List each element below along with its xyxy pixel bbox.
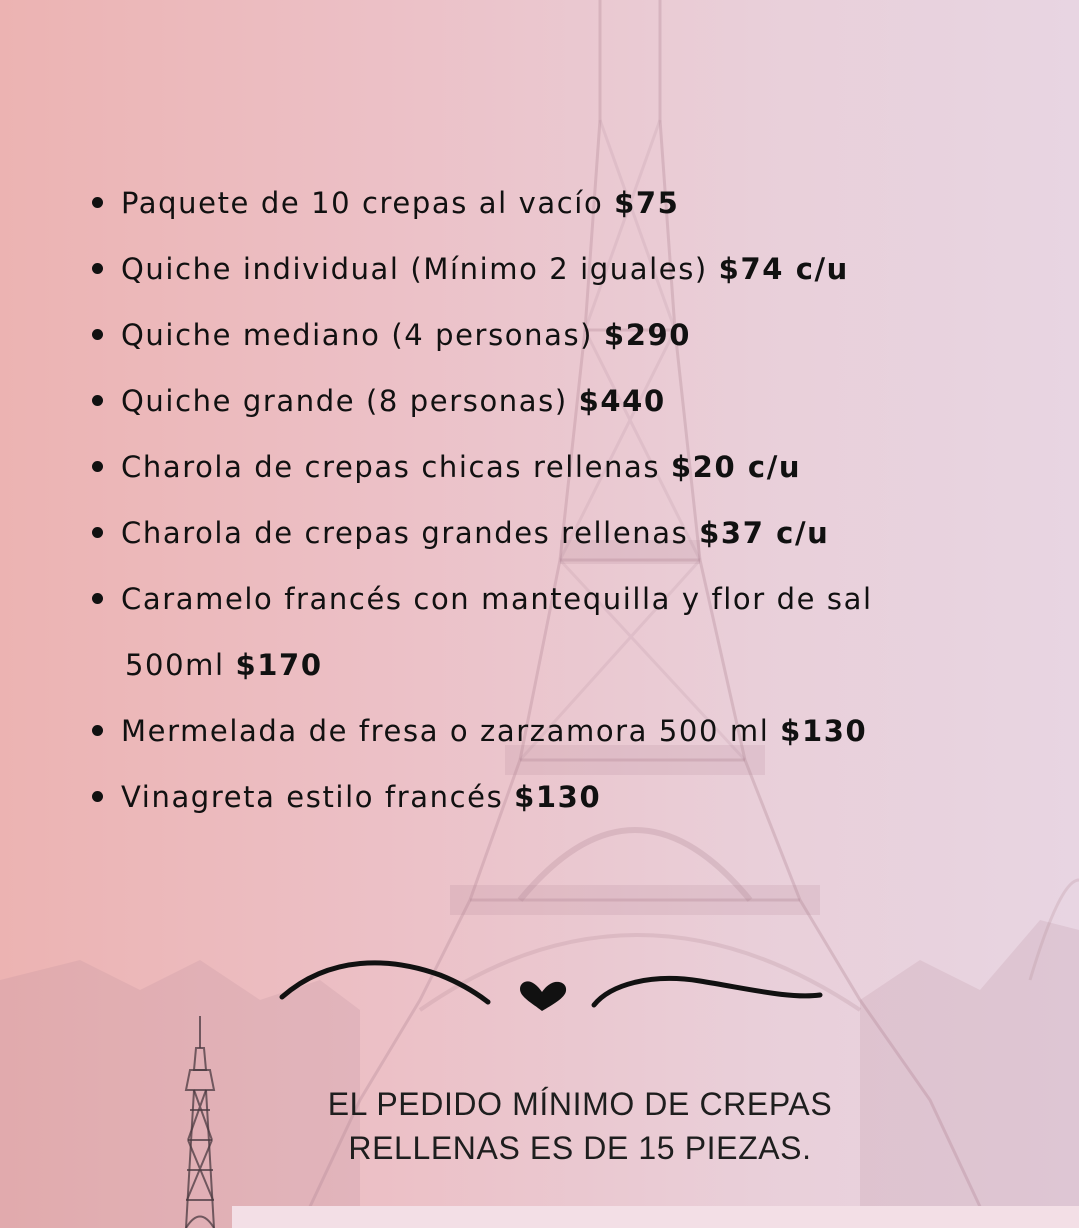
- item-price: $20 c/u: [670, 450, 802, 484]
- item-price: $170: [235, 648, 323, 682]
- list-item: [88, 236, 1008, 302]
- item-name: Quiche mediano (4 personas): [121, 318, 604, 352]
- item-name: Charola de crepas chicas rellenas: [121, 450, 671, 484]
- item-size: 500ml: [125, 648, 236, 682]
- product-price-list: [88, 170, 1008, 830]
- bullet-icon: [92, 725, 103, 736]
- item-price: $440: [578, 384, 666, 418]
- list-item: [88, 698, 1008, 764]
- bullet-icon: [92, 263, 103, 274]
- bullet-icon: [92, 395, 103, 406]
- list-item: [88, 434, 1008, 500]
- bullet-icon: [92, 527, 103, 538]
- item-price: $37 c/u: [699, 516, 830, 550]
- notice-line-2: RELLENAS ES DE 15 PIEZAS.: [348, 1130, 812, 1166]
- small-tower-icon: [186, 1016, 214, 1228]
- list-item: [88, 302, 1008, 368]
- item-name: Caramelo francés con mantequilla y flor de sal: [121, 582, 873, 616]
- bullet-icon: [92, 329, 103, 340]
- item-name: Mermelada de fresa o zarzamora 500 ml: [121, 714, 781, 748]
- bullet-icon: [92, 791, 103, 802]
- item-name: Quiche individual (Mínimo 2 iguales): [121, 252, 719, 286]
- bullet-icon: [92, 593, 103, 604]
- item-name: Charola de crepas grandes rellenas: [121, 516, 700, 550]
- heart-icon: [520, 981, 566, 1011]
- list-item: [88, 764, 1008, 830]
- list-item: [88, 368, 1008, 434]
- item-continuation: [121, 632, 1008, 698]
- notice-line-1: EL PEDIDO MÍNIMO DE CREPAS: [327, 1086, 833, 1122]
- minimum-order-notice: [240, 1082, 920, 1170]
- bullet-icon: [92, 461, 103, 472]
- item-name: Quiche grande (8 personas): [121, 384, 579, 418]
- flourish-divider: [270, 945, 830, 1025]
- flourish-right-stroke: [594, 978, 820, 1005]
- footer-strip: [232, 1206, 1079, 1228]
- list-item: [88, 566, 1008, 698]
- item-price: $130: [514, 780, 602, 814]
- item-price: $290: [603, 318, 692, 352]
- item-name: Paquete de 10 crepas al vacío: [121, 186, 615, 220]
- list-item: [88, 500, 1008, 566]
- item-price: $130: [780, 714, 868, 748]
- flourish-left-stroke: [282, 963, 488, 1002]
- list-item: [88, 170, 1008, 236]
- item-name: Vinagreta estilo francés: [121, 780, 515, 814]
- item-price: $75: [614, 186, 680, 220]
- item-price: $74 c/u: [718, 252, 849, 286]
- bullet-icon: [92, 197, 103, 208]
